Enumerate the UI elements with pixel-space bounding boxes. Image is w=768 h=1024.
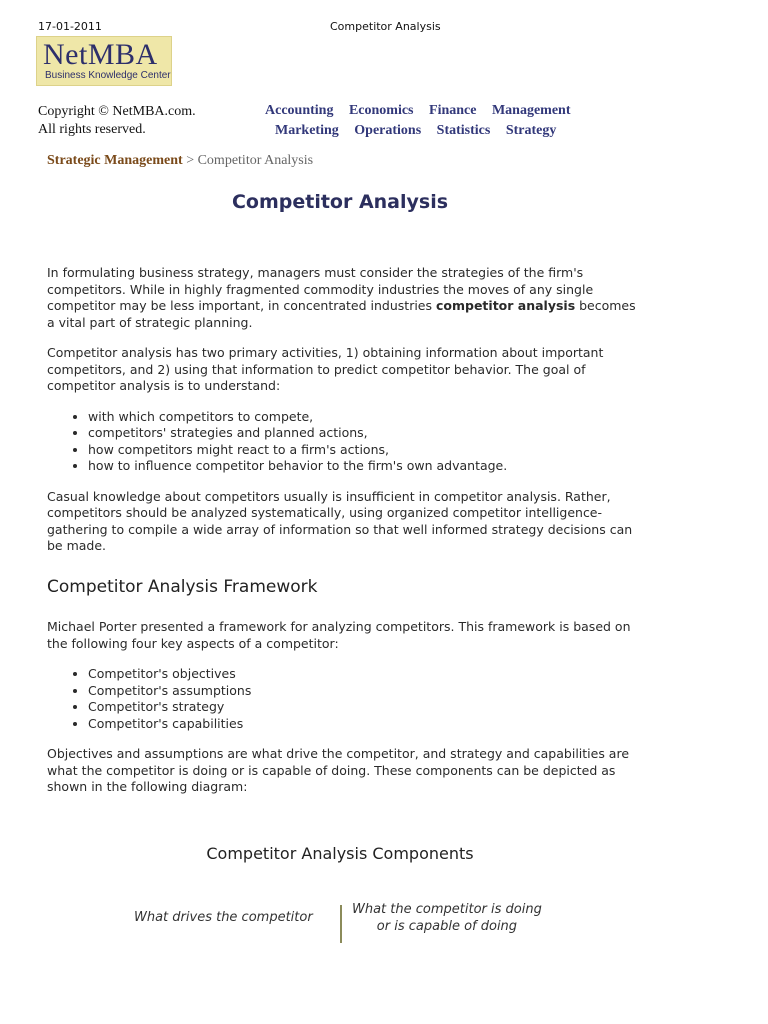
- nav-link-statistics[interactable]: Statistics: [436, 123, 491, 138]
- print-date: 17-01-2011: [38, 20, 102, 33]
- page-title: Competitor Analysis: [231, 191, 449, 213]
- nav-link-economics[interactable]: Economics: [348, 103, 414, 118]
- list-item: • with which competitors to compete,: [88, 409, 647, 426]
- list-item: • Competitor's assumptions: [88, 683, 647, 700]
- systematic-paragraph: Casual knowledge about competitors usually is insufficient in competitor analysis. Rather, competitors should be analyzed systematically, using organized competitor intelligence-gathering to compile a wide array of information so that well informed strategy decisions can be made.: [47, 488, 633, 553]
- diagram-title: Competitor Analysis Components: [206, 844, 474, 863]
- porter-paragraph: Michael Porter presented a framework for analyzing competitors. This framework is based on the following four key aspects of a competitor:: [47, 619, 631, 651]
- list-item: • competitors' strategies and planned actions,: [88, 425, 647, 442]
- list-item: • Competitor's capabilities: [88, 716, 647, 733]
- top-nav-row-1: [265, 103, 583, 119]
- goals-list: [47, 409, 647, 475]
- intro-text-b: becomes a vital part of strategic planning.: [47, 298, 636, 330]
- diagram-right-line-1: What the competitor is doing: [352, 902, 542, 917]
- components-paragraph: Objectives and assumptions are what drive the competitor, and strategy and capabilities are what the competitor is doing or is capable of doing. These components can be depicted as shown in the following diagram:: [47, 746, 630, 794]
- nav-link-strategy[interactable]: Strategy: [505, 123, 557, 138]
- copyright-notice: [38, 103, 196, 139]
- nav-link-marketing[interactable]: Marketing: [275, 123, 339, 138]
- intro-paragraph: [47, 265, 647, 331]
- breadcrumb-parent-link[interactable]: Strategic Management: [47, 153, 183, 168]
- breadcrumb-separator: >: [182, 153, 198, 168]
- diagram-left-label: What drives the competitor: [134, 910, 313, 925]
- article-body: [47, 265, 647, 810]
- nav-link-accounting[interactable]: Accounting: [265, 103, 334, 118]
- activities-paragraph: Competitor analysis has two primary activities, 1) obtaining information about important competitors, and 2) using that information to predict competitor behavior. The goal of competitor analysis is to understand:: [47, 345, 604, 393]
- list-item: • how to influence competitor behavior to the firm's own advantage.: [88, 458, 647, 475]
- top-nav-row-2: [275, 123, 568, 139]
- breadcrumb: [47, 153, 313, 169]
- intro-text-a: In formulating business strategy, managers must consider the strategies of the firm's competitors. While in highly fragmented commodity industries the moves of any single competitor may be less important, in concentrated industries: [47, 265, 594, 313]
- nav-link-management[interactable]: Management: [491, 103, 571, 118]
- breadcrumb-current: Competitor Analysis: [197, 153, 314, 168]
- aspects-list: [47, 666, 647, 732]
- intro-bold-term: competitor analysis: [435, 298, 576, 313]
- diagram-right-label: [352, 901, 542, 935]
- diagram-right-line-2: or is capable of doing: [376, 919, 518, 934]
- list-item: • Competitor's objectives: [88, 666, 647, 683]
- copyright-line-1: Copyright © NetMBA.com.: [38, 104, 196, 119]
- copyright-line-2: All rights reserved.: [38, 122, 146, 137]
- list-item: • how competitors might react to a firm's actions,: [88, 442, 647, 459]
- netmba-logo[interactable]: [36, 36, 172, 86]
- logo-main-text: NetMBA: [43, 38, 158, 71]
- nav-link-operations[interactable]: Operations: [354, 123, 422, 138]
- print-doc-title: Competitor Analysis: [330, 20, 441, 33]
- list-item: • Competitor's strategy: [88, 699, 647, 716]
- framework-heading: Competitor Analysis Framework: [47, 576, 318, 597]
- nav-link-finance[interactable]: Finance: [429, 103, 477, 118]
- logo-tagline: Business Knowledge Center: [45, 70, 171, 81]
- diagram-divider: [340, 905, 342, 943]
